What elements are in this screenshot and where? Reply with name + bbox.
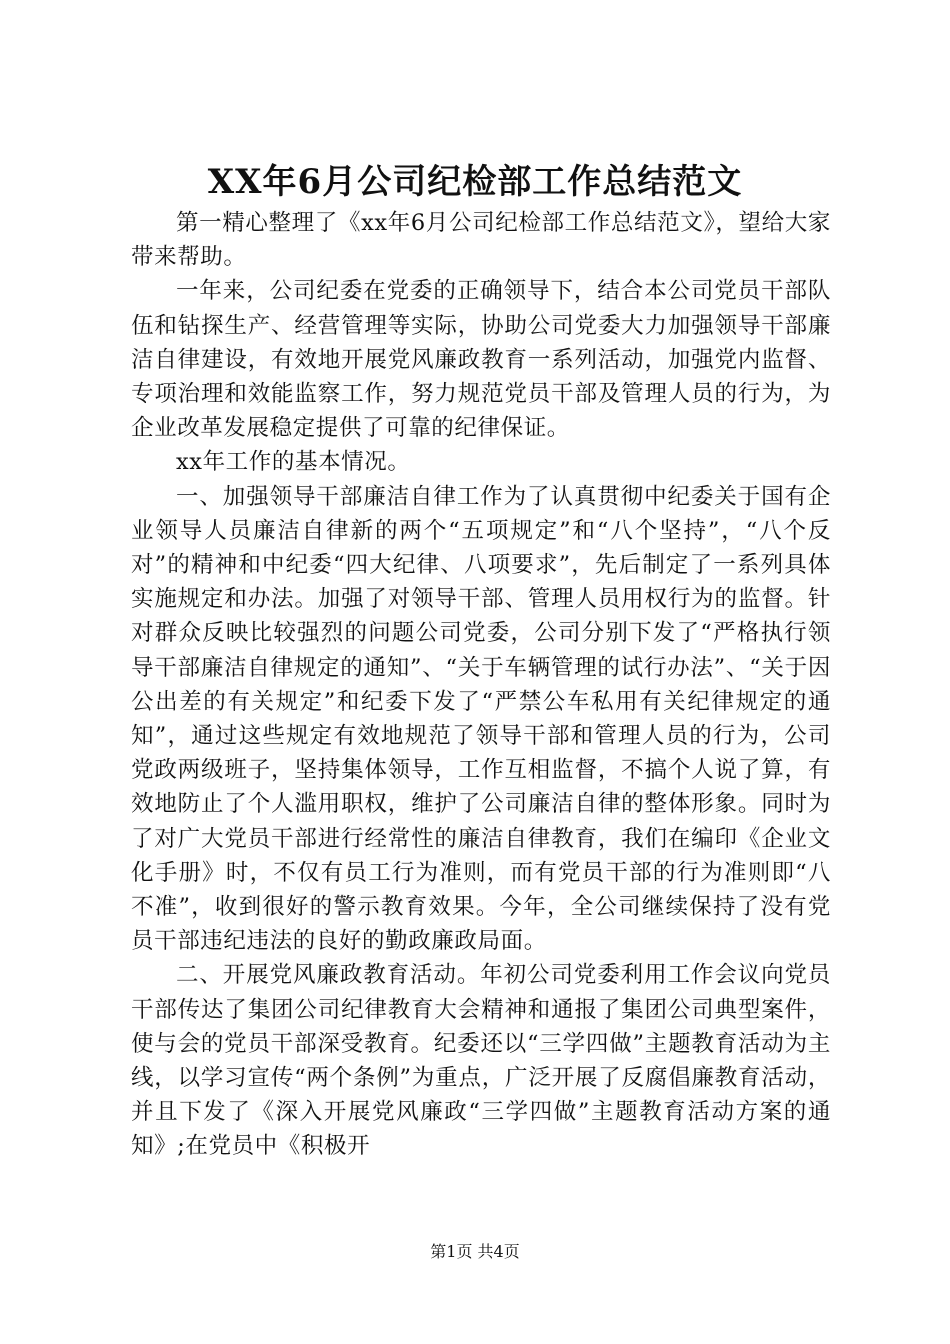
paragraph-intro: 第一精心整理了《xx年6月公司纪检部工作总结范文》，望给大家带来帮助。: [131, 210, 831, 271]
page-footer: 第1页 共4页: [430, 1242, 520, 1261]
paragraph-basic-situation: xx年工作的基本情况。: [176, 449, 411, 476]
paragraph-section-two: 二、开展党风廉政教育活动。年初公司党委利用工作会议向党员干部传达了集团公司纪律教育大会精神和通报了集团公司典型案件，使与会的党员干部深受教育。纪委还以“三学四做”主题教育活动为主线，以学习宣传“两个条例”为重点，广泛开展了反腐倡廉教育活动，并且下发了《深入开展党风廉政“三学四做”主题教育活动方案的通知》;在党员中《积极开: [131, 962, 831, 1160]
paragraph-overview: 一年来，公司纪委在党委的正确领导下，结合本公司党员干部队伍和钻探生产、经营管理等实际，协助公司党委大力加强领导干部廉洁自律建设，有效地开展党风廉政教育一系列活动，加强党内监督、专项治理和效能监察工作，努力规范党员干部及管理人员的行为，为企业改革发展稳定提供了可靠的纪律保证。: [131, 278, 831, 442]
paragraph-section-one: 一、加强领导干部廉洁自律工作为了认真贯彻中纪委关于国有企业领导人员廉洁自律新的两个“五项规定”和“八个坚持”，“八个反对”的精神和中纪委“四大纪律、八项要求”，先后制定了一系列具体实施规定和办法。加强了对领导干部、管理人员用权行为的监督。针对群众反映比较强烈的问题公司党委，公司分别下发了“严格执行领导干部廉洁自律规定的通知”、“关于车辆管理的试行办法”、“关于因公出差的有关规定”和纪委下发了“严禁公车私用有关纪律规定的通知”，通过这些规定有效地规范了领导干部和管理人员的行为，公司党政两级班子，坚持集体领导，工作互相监督，不搞个人说了算，有效地防止了个人滥用职权，维护了公司廉洁自律的整体形象。同时为了对广大党员干部进行经常性的廉洁自律教育，我们在编印《企业文化手册》时，不仅有员工行为准则，而有党员干部的行为准则即“八不准”，收到很好的警示教育效果。今年，全公司继续保持了没有党员干部违纪违法的良好的勤政廉政局面。: [131, 483, 831, 955]
document-title: XX年6月公司纪检部工作总结范文: [207, 162, 743, 202]
document-body: [131, 206, 831, 1164]
